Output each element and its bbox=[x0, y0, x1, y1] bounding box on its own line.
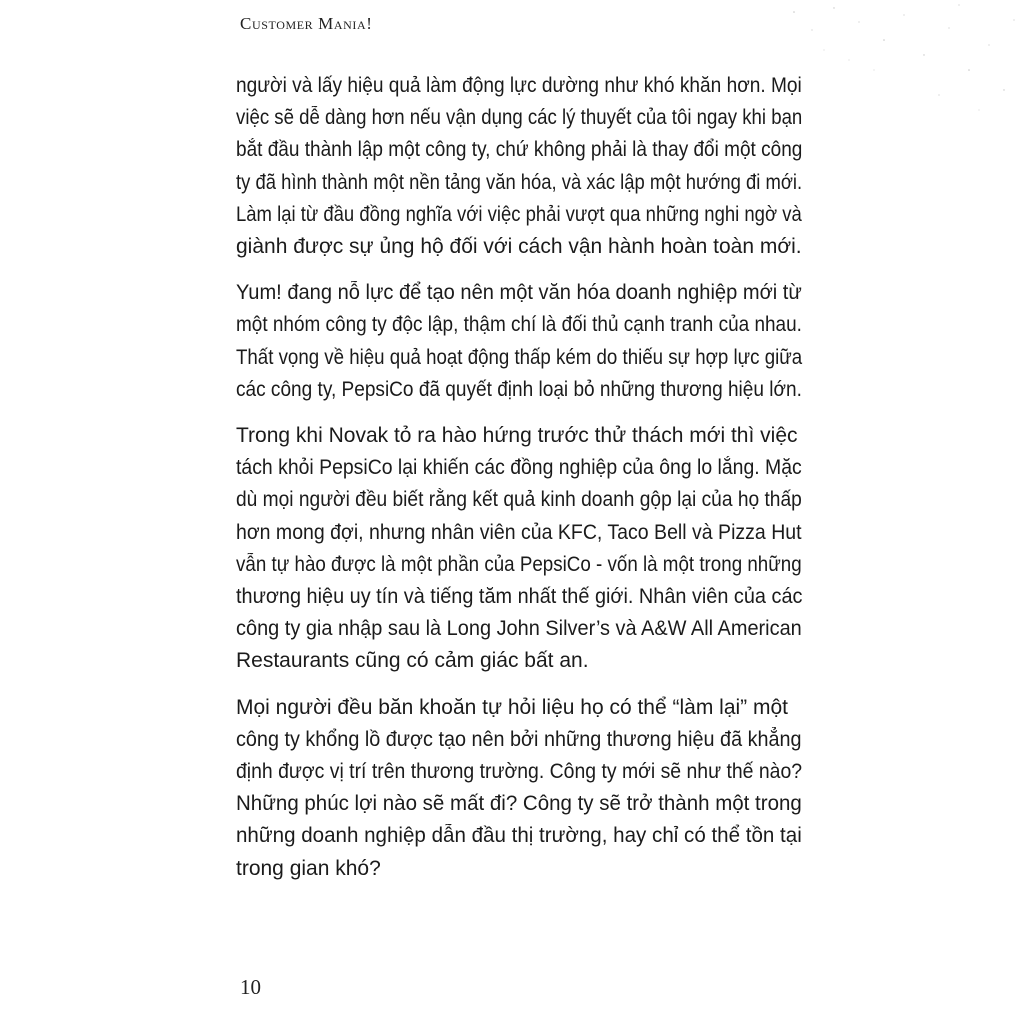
text-line: tách khỏi PepsiCo lại khiến các đồng nghiệp của ông lo lắng. Mặc bbox=[236, 456, 802, 480]
paragraph-4 bbox=[236, 692, 802, 885]
paragraph-2 bbox=[236, 277, 802, 406]
body-text bbox=[236, 70, 802, 885]
text-line: bắt đầu thành lập một công ty, chứ không phải là thay đổi một công bbox=[236, 138, 803, 162]
paragraph-1 bbox=[236, 70, 802, 263]
text-line: Những phúc lợi nào sẽ mất đi? Công ty sẽ trở thành một trong bbox=[236, 792, 802, 816]
text-line: một nhóm công ty độc lập, thậm chí là đối thủ cạnh tranh của nhau. bbox=[236, 313, 802, 337]
text-line: Thất vọng về hiệu quả hoạt động thấp kém do thiếu sự hợp lực giữa bbox=[236, 345, 803, 369]
text-line: công ty gia nhập sau là Long John Silver’s và A&W All American bbox=[236, 617, 802, 641]
text-line: dù mọi người đều biết rằng kết quả kinh doanh gộp lại của họ thấp bbox=[236, 488, 802, 512]
text-line: thương hiệu uy tín và tiếng tăm nhất thế giới. Nhân viên của các bbox=[236, 585, 803, 609]
text-line: trong gian khó? bbox=[236, 856, 381, 880]
text-line: các công ty, PepsiCo đã quyết định loại bỏ những thương hiệu lớn. bbox=[236, 377, 802, 401]
text-line: người và lấy hiệu quả làm động lực dường như khó khăn hơn. Mọi bbox=[236, 74, 802, 97]
running-header: Customer Mania! bbox=[240, 14, 373, 33]
text-line: Restaurants cũng có cảm giác bất an. bbox=[236, 649, 589, 673]
text-line: công ty khổng lồ được tạo nên bởi những thương hiệu đã khẳng bbox=[236, 727, 802, 751]
text-line: định được vị trí trên thương trường. Công ty mới sẽ như thế nào? bbox=[236, 760, 803, 784]
text-line: Làm lại từ đầu đồng nghĩa với việc phải vượt qua những nghi ngờ và bbox=[236, 202, 802, 226]
text-line: Trong khi Novak tỏ ra hào hứng trước thử thách mới thì việc bbox=[236, 424, 798, 448]
text-line: giành được sự ủng hộ đối với cách vận hành hoàn toàn mới. bbox=[236, 235, 802, 259]
paragraph-3 bbox=[236, 420, 802, 678]
page-number: 10 bbox=[240, 975, 261, 999]
scan-noise-decoration bbox=[764, 0, 1024, 120]
text-line: ty đã hình thành một nền tảng văn hóa, và xác lập một hướng đi mới. bbox=[236, 170, 803, 194]
text-line: việc sẽ dễ dàng hơn nếu vận dụng các lý thuyết của tôi ngay khi bạn bbox=[236, 106, 803, 130]
text-line: Mọi người đều băn khoăn tự hỏi liệu họ có thể “làm lại” một bbox=[236, 695, 789, 719]
text-line: hơn mong đợi, nhưng nhân viên của KFC, Taco Bell và Pizza Hut bbox=[236, 520, 802, 544]
text-line: Yum! đang nỗ lực để tạo nên một văn hóa doanh nghiệp mới từ bbox=[236, 281, 802, 305]
text-line: vẫn tự hào được là một phần của PepsiCo - vốn là một trong những bbox=[236, 552, 802, 576]
text-line: những doanh nghiệp dẫn đầu thị trường, hay chỉ có thể tồn tại bbox=[236, 824, 802, 848]
